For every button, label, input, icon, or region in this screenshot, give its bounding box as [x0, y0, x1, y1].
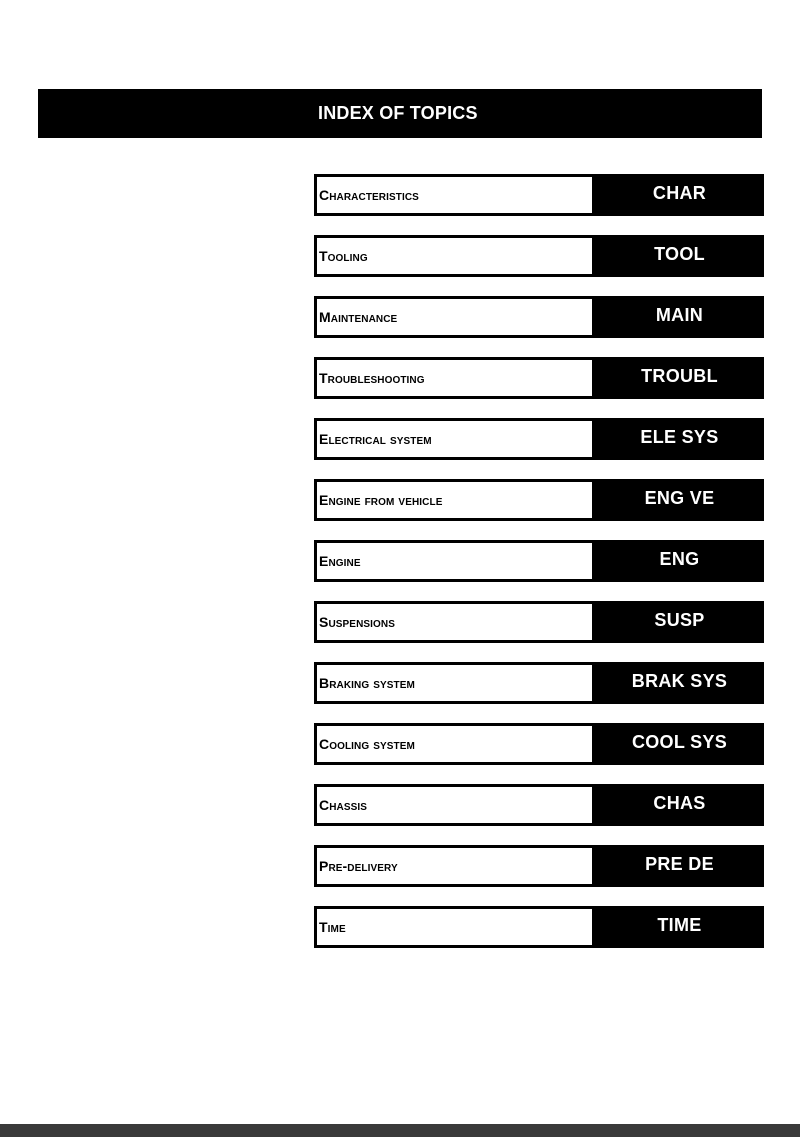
topic-code: ELE SYS: [640, 426, 719, 447]
topic-code-box[interactable]: [595, 296, 764, 338]
topic-label: Engine from vehicle: [319, 492, 443, 508]
page-title: INDEX OF TOPICS: [318, 103, 478, 123]
topic-code-box[interactable]: [595, 662, 764, 704]
topic-code: ENG: [659, 548, 700, 569]
topic-code-box[interactable]: [595, 174, 764, 216]
topic-code: ENG VE: [644, 487, 715, 508]
topic-label-box: [314, 662, 595, 704]
topic-label-box: [314, 723, 595, 765]
bottom-bar: [0, 1124, 800, 1137]
topic-code: BRAK SYS: [631, 670, 728, 691]
topic-row-engine[interactable]: [314, 540, 764, 582]
topic-label-box: [314, 540, 595, 582]
topic-label: Engine: [319, 553, 361, 569]
topic-row-electrical-system[interactable]: [314, 418, 764, 460]
topic-code: MAIN: [655, 304, 704, 325]
topic-label: Characteristics: [319, 187, 419, 203]
header-bar: [38, 89, 762, 138]
topic-label: Pre-delivery: [319, 858, 398, 874]
topic-code: TIME: [657, 914, 702, 935]
topic-label-box: [314, 418, 595, 460]
topic-code: SUSP: [654, 609, 705, 630]
topic-row-tooling[interactable]: [314, 235, 764, 277]
topic-label: Suspensions: [319, 614, 396, 630]
topic-code-box[interactable]: [595, 235, 764, 277]
topic-code-box[interactable]: [595, 784, 764, 826]
topic-label-box: [314, 845, 595, 887]
topic-label: Chassis: [319, 797, 368, 813]
topic-code-box[interactable]: [595, 357, 764, 399]
topic-row-engine-from-vehicle[interactable]: [314, 479, 764, 521]
topic-code-box[interactable]: [595, 540, 764, 582]
topic-label-box: [314, 784, 595, 826]
topic-code-box[interactable]: [595, 723, 764, 765]
topic-label-box: [314, 357, 595, 399]
topic-row-time[interactable]: [314, 906, 764, 948]
topic-label-box: [314, 906, 595, 948]
topic-label-box: [314, 479, 595, 521]
topic-label-box: [314, 601, 595, 643]
topic-row-characteristics[interactable]: [314, 174, 764, 216]
topic-row-braking-system[interactable]: [314, 662, 764, 704]
topic-code: TROUBL: [641, 365, 718, 386]
topic-code-box[interactable]: [595, 601, 764, 643]
topic-row-chassis[interactable]: [314, 784, 764, 826]
topic-label: Tooling: [319, 248, 368, 264]
topic-label: Braking system: [319, 675, 415, 691]
topic-row-pre-delivery[interactable]: [314, 845, 764, 887]
topic-code-box[interactable]: [595, 418, 764, 460]
topic-code: PRE DE: [645, 853, 714, 874]
topic-row-maintenance[interactable]: [314, 296, 764, 338]
topic-code: CHAR: [652, 182, 707, 203]
topic-code: TOOL: [654, 243, 705, 264]
topic-label-box: [314, 174, 595, 216]
topic-code: COOL SYS: [631, 731, 728, 752]
topic-code-box[interactable]: [595, 845, 764, 887]
topics-index: [314, 174, 764, 967]
topic-code-box[interactable]: [595, 906, 764, 948]
topic-code-box[interactable]: [595, 479, 764, 521]
topic-label: Cooling system: [319, 736, 415, 752]
topic-row-suspensions[interactable]: [314, 601, 764, 643]
topic-label-box: [314, 235, 595, 277]
topic-row-cooling-system[interactable]: [314, 723, 764, 765]
topic-row-troubleshooting[interactable]: [314, 357, 764, 399]
topic-label: Electrical system: [319, 431, 432, 447]
topic-label-box: [314, 296, 595, 338]
topic-label: Troubleshooting: [319, 370, 425, 386]
topic-label: Time: [319, 919, 346, 935]
topic-label: Maintenance: [319, 309, 398, 325]
topic-code: CHAS: [653, 792, 706, 813]
